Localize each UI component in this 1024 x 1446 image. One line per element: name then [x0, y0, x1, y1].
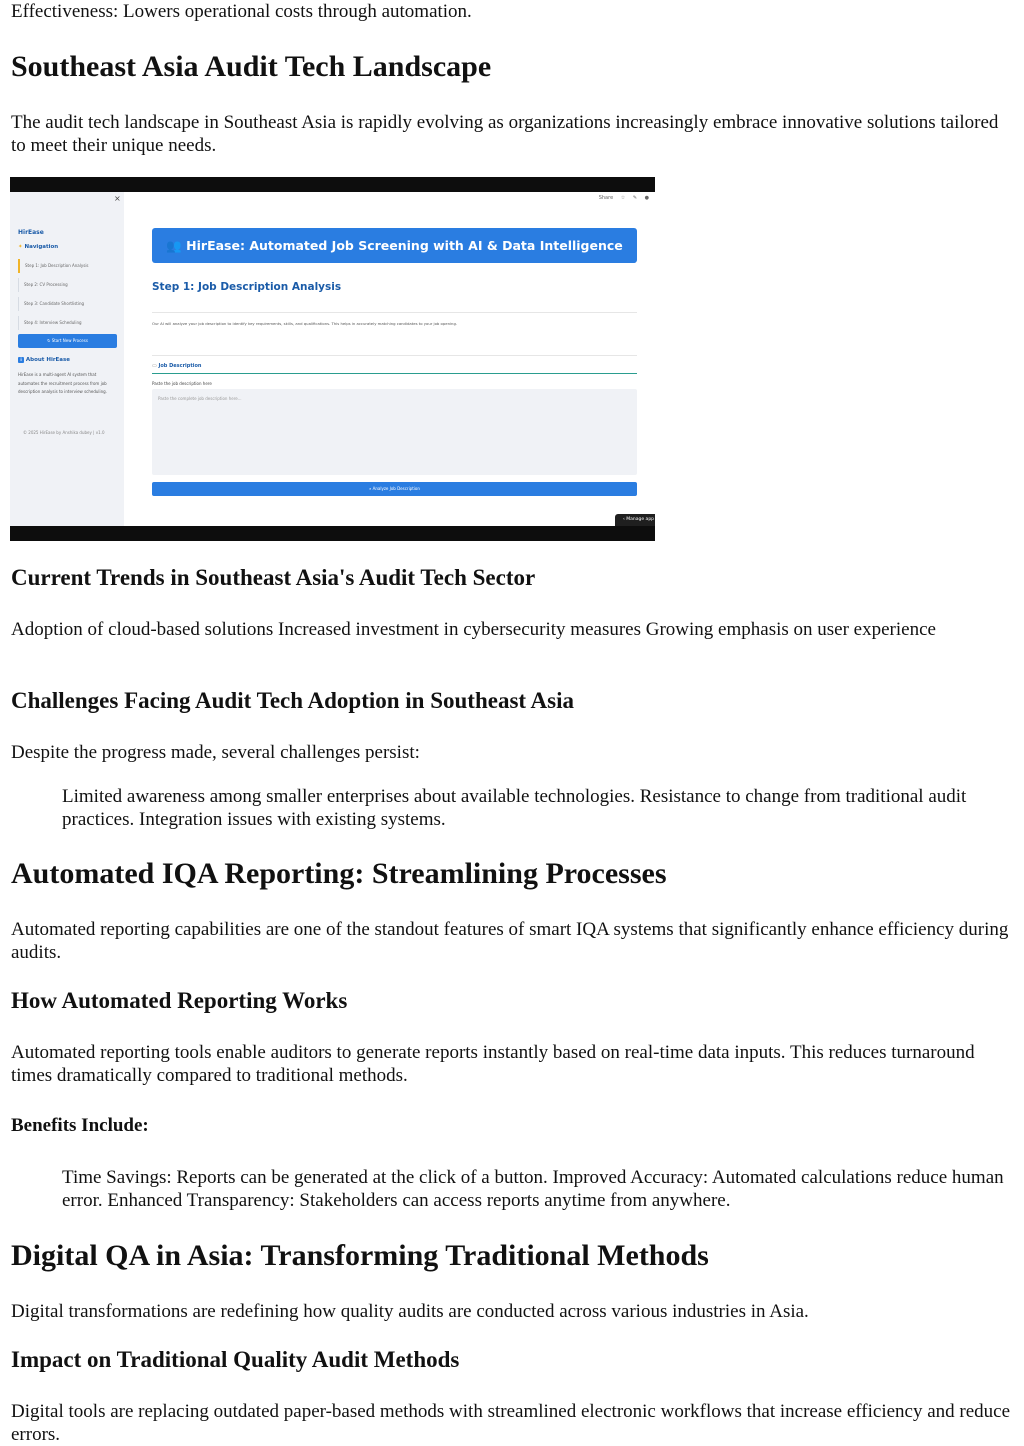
analyze-job-description-button[interactable] [152, 482, 637, 496]
challenges-quote: Limited awareness among smaller enterprises about available technologies. Resistance to change from traditional audit practices. Integration issues with existing systems. [62, 786, 967, 830]
job-description-textarea[interactable]: Paste the complete job description here... [152, 389, 637, 475]
intro-line: Effectiveness: Lowers operational costs through automation. [11, 1, 472, 22]
subsection-heading-challenges: Challenges Facing Audit Tech Adoption in Southeast Asia [11, 688, 575, 713]
benefits-quote: Time Savings: Reports can be generated at the click of a button. Improved Accuracy: Automated calculations reduce human error. Enhanced Transparency: Stakeholders can access reports anytime from anywhere. [62, 1167, 1004, 1211]
manage-app-label: Manage app [626, 517, 655, 522]
subsection-paragraph-how: Automated reporting tools enable auditors to generate reports instantly based on real-time data inputs. This reduces turnaround times dramatically compared to traditional methods. [11, 1042, 975, 1086]
magnifier-icon: ⌕ [369, 486, 372, 491]
refresh-icon: ↻ [47, 338, 51, 343]
nav-heading-label: Navigation [24, 244, 59, 250]
subsection-paragraph-trends: Adoption of cloud-based solutions Increased investment in cybersecurity measures Growing emphasis on user experience [11, 619, 936, 640]
divider [152, 312, 637, 313]
about-heading-label: About HirEase [25, 357, 71, 363]
github-icon[interactable]: ● [644, 195, 649, 201]
section-paragraph-iqa: Automated reporting capabilities are one of the standout features of smart IQA systems that significantly enhance efficiency during audits. [11, 919, 1009, 963]
job-description-label [152, 363, 201, 369]
app-banner [152, 228, 637, 263]
pencil-icon[interactable]: ✎ [632, 195, 638, 201]
star-icon[interactable]: ☆ [620, 195, 626, 201]
embedded-screenshot [10, 177, 655, 541]
paste-label: Paste the job description here [152, 381, 212, 386]
close-sidebar-icon[interactable]: × [114, 194, 121, 203]
about-text: HirEase is a multi-agent AI system that automates the recruitment process from job description analysis to interview scheduling. [18, 372, 107, 394]
manage-app-button[interactable] [615, 514, 655, 526]
step-description: Our AI will analyze your job description to identify key requirements, skills, and qualifications. This helps in accurately matching candidates to your job opening. [152, 321, 458, 326]
section-paragraph-digital-qa: Digital transformations are redefining how quality audits are conducted across various industries in Asia. [11, 1301, 809, 1322]
analyze-label: Analyze Job Description [372, 486, 420, 491]
section-heading-iqa: Automated IQA Reporting: Streamlining Processes [11, 857, 667, 890]
jd-underline [152, 373, 637, 374]
sidebar-footer: © 2025 HirEase by Anshika dubey | v1.0 [23, 430, 105, 435]
divider [152, 355, 637, 356]
document-icon: ▭ [152, 363, 157, 369]
banner-title: HirEase: Automated Job Screening with AI & Data Intelligence [186, 238, 623, 253]
people-icon: 👥 [166, 238, 182, 253]
share-link[interactable]: Share [598, 195, 614, 201]
about-heading [18, 357, 70, 363]
subsection-paragraph-impact: Digital tools are replacing outdated paper-based methods with streamlined electronic workflows that increase efficiency and reduce errors. [11, 1401, 1011, 1445]
subsection-heading-trends: Current Trends in Southeast Asia's Audit Tech Sector [11, 565, 536, 590]
section-paragraph-landscape: The audit tech landscape in Southeast Asia is rapidly evolving as organizations increasingly embrace innovative solutions tailored to meet their unique needs. [11, 112, 999, 156]
new-process-label: Start New Process [51, 338, 88, 343]
section-heading-landscape: Southeast Asia Audit Tech Landscape [11, 50, 492, 83]
sidebar-step-1[interactable]: Step 1: Job Description Analysis [18, 259, 116, 273]
step-heading: Step 1: Job Description Analysis [152, 281, 342, 293]
chevron-left-icon: ‹ [623, 517, 625, 522]
sidebar-step-3[interactable]: Step 3: Candidate Shortlisting [18, 297, 116, 311]
app-sidebar [10, 192, 124, 526]
subsection-heading-impact: Impact on Traditional Quality Audit Methods [11, 1347, 460, 1372]
subsection-paragraph-challenges: Despite the progress made, several challenges persist: [11, 742, 420, 763]
sidebar-brand: HirEase [18, 229, 44, 236]
start-new-process-button[interactable] [18, 334, 117, 348]
sidebar-nav-heading [18, 244, 58, 250]
app-topbar [593, 195, 649, 201]
subsection-heading-how: How Automated Reporting Works [11, 988, 348, 1013]
benefits-heading: Benefits Include: [11, 1115, 149, 1136]
compass-icon: ✦ [18, 244, 23, 250]
info-icon: i [18, 357, 24, 363]
app-window [10, 192, 655, 526]
sidebar-step-2[interactable]: Step 2: CV Processing [18, 278, 116, 292]
section-heading-digital-qa: Digital QA in Asia: Transforming Traditional Methods [11, 1239, 709, 1272]
sidebar-step-4[interactable]: Step 4: Interview Scheduling [18, 316, 116, 330]
jd-label-text: Job Description [158, 363, 202, 369]
